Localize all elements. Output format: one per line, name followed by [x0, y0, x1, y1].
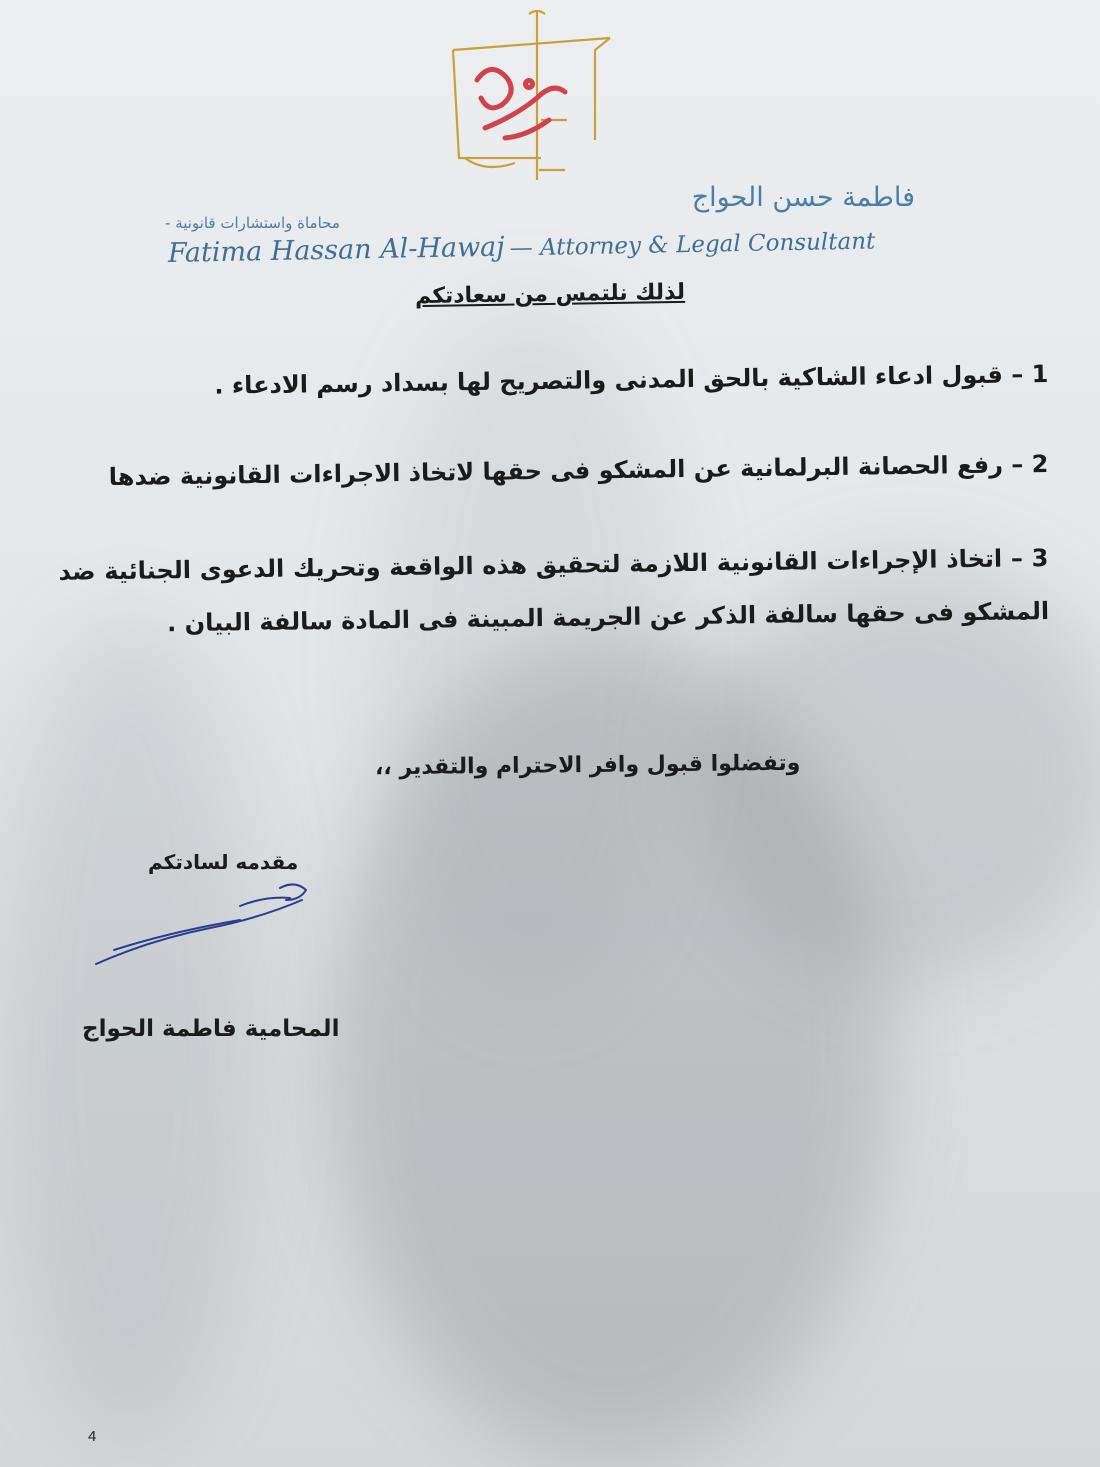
request-item-3: 3 – اتخاذ الإجراءات القانونية اللازمة لتحقيق هذه الواقعة وتحريك الدعوى الجنائية ضد المشكو فى حقها سالفة الذكر عن الجريمة المبينة فى المادة سالفة البيان .	[58, 543, 1050, 638]
page-number: 4	[88, 1428, 97, 1445]
letterhead-subtitle-arabic: - محاماة واستشارات قانونية	[165, 214, 340, 232]
closing-line: وتفضلوا قبول وافر الاحترام والتقدير ،،	[374, 750, 801, 781]
submitter-label: مقدمه لسادتكم	[148, 850, 299, 874]
request-item-1: 1 – قبول ادعاء الشاكية بالحق المدنى والتصريح لها بسداد رسم الادعاء .	[214, 359, 1049, 400]
handwritten-signature	[90, 870, 330, 970]
letterhead-title-english: — Attorney & Legal Consultant	[509, 228, 876, 262]
letterhead-name-english: Fatima Hassan Al-Hawaj	[167, 231, 505, 269]
lawyer-name: المحامية فاطمة الحواج	[82, 1016, 340, 1042]
letterhead-name-arabic: فاطمة حسن الحواج	[691, 182, 915, 213]
request-item-2: 2 – رفع الحصانة البرلمانية عن المشكو فى حقها لاتخاذ الاجراءات القانونية ضدها	[108, 449, 1049, 492]
shadow-overlay	[380, 300, 680, 1000]
requests-heading: لذلك نلتمس من سعادتكم	[414, 279, 686, 310]
letterhead-logo	[445, 8, 615, 188]
